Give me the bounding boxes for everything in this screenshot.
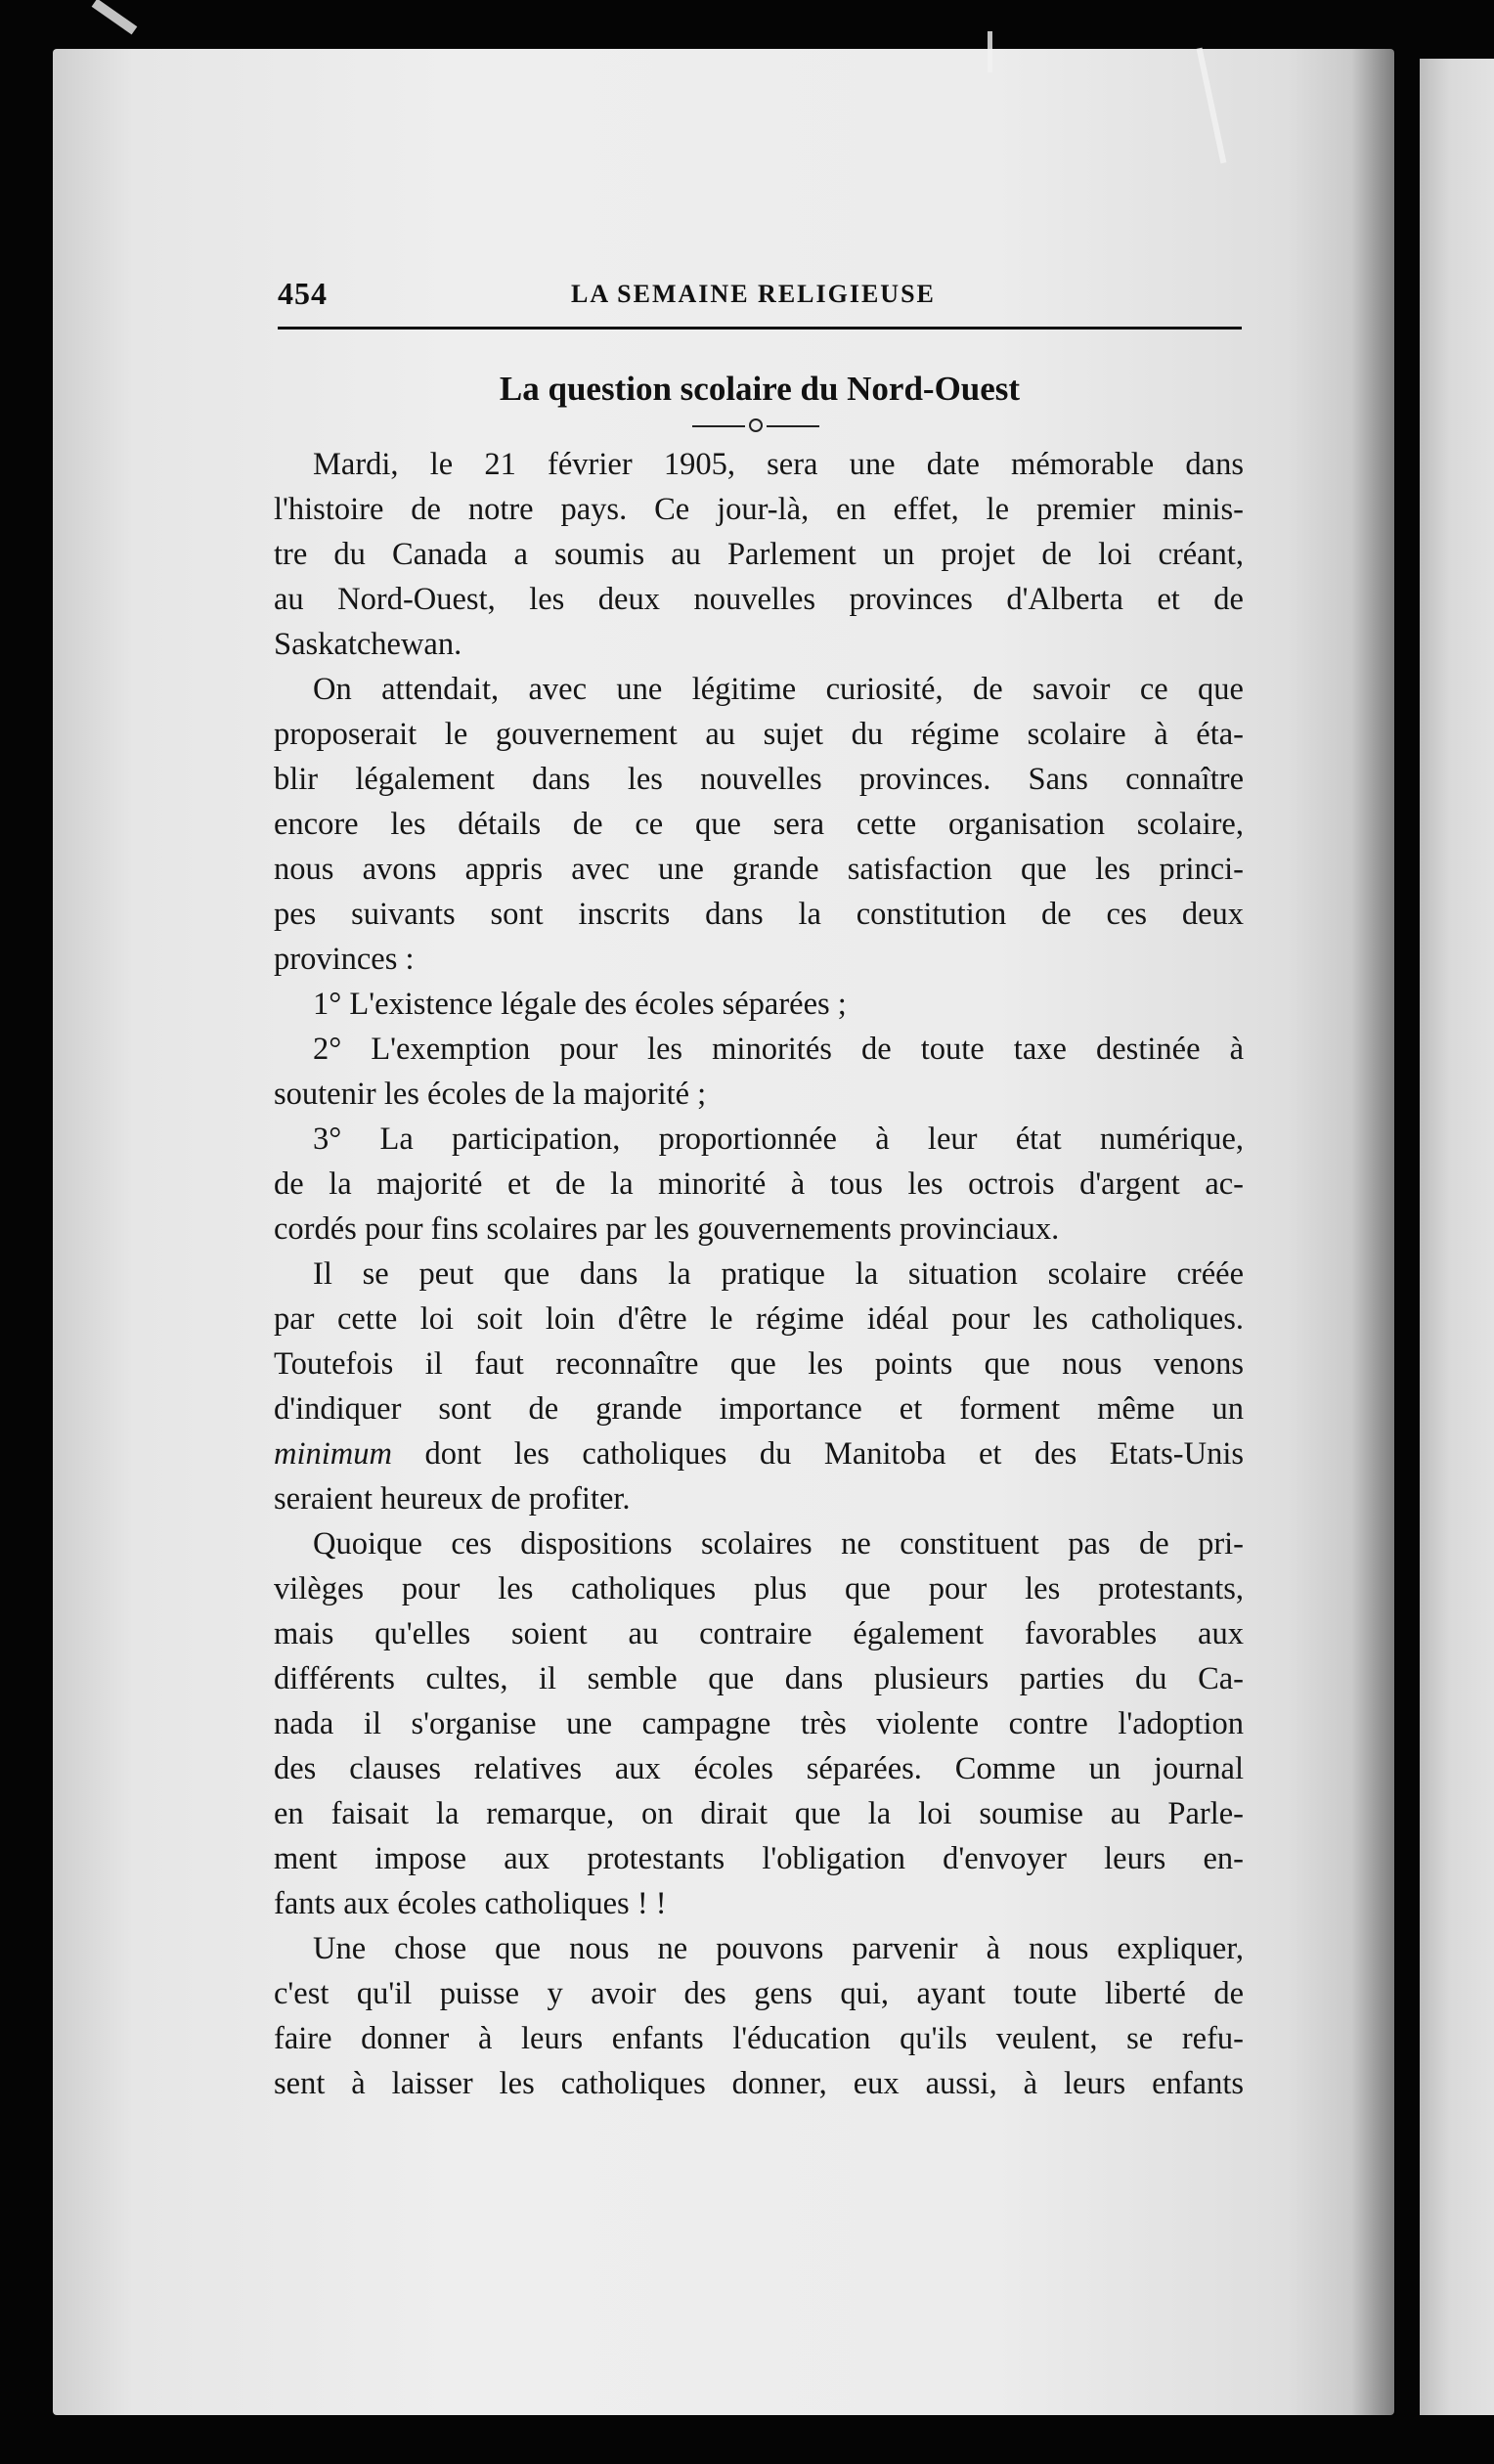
page-header	[278, 276, 1242, 327]
text-line: c'est qu'il puisse y avoir des gens qui, ayant toute liberté de	[274, 1976, 1244, 2011]
page-number: 454	[278, 276, 328, 311]
text-line: Une chose que nous ne pouvons parvenir à nous expliquer,	[313, 1931, 1244, 1966]
text-line: tre du Canada a soumis au Parlement un projet de loi créant,	[274, 537, 1244, 572]
text-line: Il se peut que dans la pratique la situation scolaire créée	[313, 1256, 1244, 1292]
text-line: ment impose aux protestants l'obligation d'envoyer leurs en-	[274, 1841, 1244, 1876]
text-line: d'indiquer sont de grande importance et forment même un	[274, 1391, 1244, 1427]
text-line: provinces :	[274, 942, 415, 977]
text-line: Toutefois il faut reconnaître que les points que nous venons	[274, 1346, 1244, 1382]
header-rule	[278, 327, 1242, 330]
text-line: nous avons appris avec une grande satisfaction que les princi-	[274, 852, 1244, 887]
text-line: 2° L'exemption pour les minorités de toute taxe destinée à	[313, 1032, 1244, 1067]
text-line: nada il s'organise une campagne très violente contre l'adoption	[274, 1706, 1244, 1741]
text-line: vilèges pour les catholiques plus que pour les protestants,	[274, 1571, 1244, 1606]
text-line: encore les détails de ce que sera cette organisation scolaire,	[274, 807, 1244, 842]
text-line: soutenir les écoles de la majorité ;	[274, 1077, 707, 1112]
scan-artifact	[92, 0, 138, 34]
text-line: en faisait la remarque, on dirait que la loi soumise au Parle-	[274, 1796, 1244, 1831]
page-gutter-shadow	[1351, 49, 1396, 2415]
running-head: LA SEMAINE RELIGIEUSE	[571, 280, 936, 308]
text-line: Saskatchewan.	[274, 627, 462, 662]
text-line: cordés pour fins scolaires par les gouvernements provinciaux.	[274, 1211, 1060, 1247]
scan-artifact	[988, 31, 992, 72]
italic-word: minimum	[274, 1436, 392, 1472]
adjacent-page-edge	[1420, 59, 1494, 2415]
article-body	[274, 442, 1244, 2106]
text-line: de la majorité et de la minorité à tous les octrois d'argent ac-	[274, 1166, 1244, 1202]
article-title: La question scolaire du Nord-Ouest	[499, 370, 1021, 408]
title-ornament	[692, 418, 819, 434]
text-line: seraient heureux de profiter.	[274, 1481, 631, 1517]
text-line: l'histoire de notre pays. Ce jour-là, en effet, le premier minis-	[274, 492, 1244, 527]
text-line: par cette loi soit loin d'être le régime idéal pour les catholiques.	[274, 1301, 1244, 1337]
text-line: pes suivants sont inscrits dans la constitution de ces deux	[274, 897, 1244, 932]
text-line: 1° L'existence légale des écoles séparées ;	[313, 987, 847, 1022]
text-line: proposerait le gouvernement au sujet du régime scolaire à éta-	[274, 717, 1244, 752]
text-line: différents cultes, il semble que dans plusieurs parties du Ca-	[274, 1661, 1244, 1696]
text-line: 3° La participation, proportionnée à leur état numérique,	[313, 1122, 1244, 1157]
text-line: faire donner à leurs enfants l'éducation qu'ils veulent, se refu-	[274, 2021, 1244, 2056]
text-line: mais qu'elles soient au contraire également favorables aux	[274, 1616, 1244, 1651]
text-line	[274, 1431, 1244, 1476]
text-line: blir légalement dans les nouvelles provinces. Sans connaître	[274, 762, 1244, 797]
text-line: des clauses relatives aux écoles séparées. Comme un journal	[274, 1751, 1244, 1786]
text-line-rest: dont les catholiques du Manitoba et des Etats-Unis	[424, 1436, 1245, 1472]
text-line: au Nord-Ouest, les deux nouvelles provinces d'Alberta et de	[274, 582, 1244, 617]
text-line: Mardi, le 21 février 1905, sera une date mémorable dans	[313, 447, 1244, 482]
text-line: Quoique ces dispositions scolaires ne constituent pas de pri-	[313, 1526, 1244, 1562]
text-line: fants aux écoles catholiques ! !	[274, 1886, 667, 1921]
text-line: On attendait, avec une légitime curiosité, de savoir ce que	[313, 672, 1244, 707]
text-line: sent à laisser les catholiques donner, eux aussi, à leurs enfants	[274, 2066, 1244, 2101]
